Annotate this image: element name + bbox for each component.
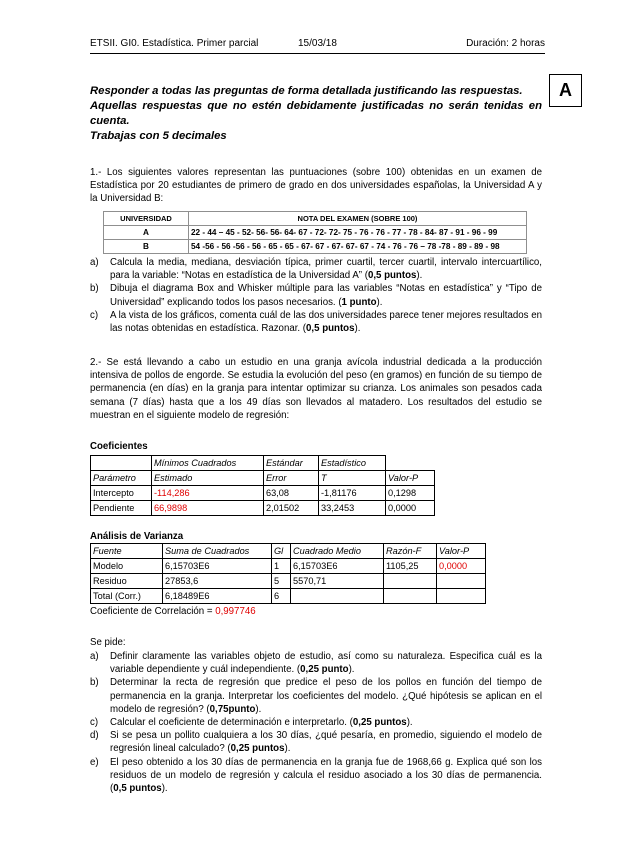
item-text [110, 676, 542, 716]
item-points: 0,25 puntos [230, 743, 285, 755]
table-cell [384, 574, 437, 589]
table-cell: 1105,25 [384, 559, 437, 574]
table-header-cell: NOTA DEL EXAMEN (SOBRE 100) [189, 212, 527, 226]
table-cell: 2,01502 [264, 501, 319, 516]
list-item [90, 309, 542, 335]
anova-table [90, 543, 486, 604]
instruction-line: Trabajas con 5 decimales [90, 130, 227, 142]
table-header-cell: UNIVERSIDAD [104, 212, 189, 226]
table-row [91, 501, 435, 516]
table-cell: 63,08 [264, 486, 319, 501]
item-body: Determinar la recta de regresión que predice el peso de los pollos en función del tiempo de permanencia en la granja. Interpretar los coeficientes del modelo. ¿Qué hipótesis se aplican en el modelo de regresión? ( [110, 677, 542, 715]
table-header-row [91, 544, 486, 559]
q1-grades-table [103, 211, 527, 254]
item-end: ). [284, 743, 291, 755]
exam-duration: Duración: 2 horas [466, 38, 545, 49]
table-cell: Modelo [91, 559, 163, 574]
table-row [104, 240, 527, 254]
item-text [110, 756, 542, 796]
table-row [104, 226, 527, 240]
item-end: ). [348, 664, 355, 676]
item-end: ). [161, 783, 168, 795]
item-points: 0,25 puntos [352, 717, 407, 729]
table-cell: 27853,6 [163, 574, 272, 589]
table-header-cell: Error [264, 471, 319, 486]
item-end: ). [354, 323, 361, 335]
table-header-cell: Parámetro [91, 471, 152, 486]
table-header-row [104, 212, 527, 226]
list-item [90, 282, 542, 308]
item-points: 0,25 punto [300, 664, 349, 676]
instruction-line: Responder a todas las preguntas de forma detallada justificando las respuestas. [90, 85, 523, 97]
exam-date: 15/03/18 [298, 38, 337, 49]
table-cell: -1,81176 [319, 486, 386, 501]
table-cell: 6,15703E6 [291, 559, 384, 574]
table-header-cell: Mínimos Cuadrados [152, 456, 264, 471]
table-cell: 54 -56 - 56 -56 - 56 - 65 - 65 - 67- 67 - 67- 67- 67 - 74 - 76 - 76 – 78 -78 - 89 - 89 - 98 [189, 240, 527, 254]
table-cell [384, 589, 437, 604]
table-cell: A [104, 226, 189, 240]
table-cell: 6,18489E6 [163, 589, 272, 604]
item-label: d) [90, 730, 99, 742]
table-cell: Pendiente [91, 501, 152, 516]
header-rule [90, 53, 545, 54]
table-cell: 6,15703E6 [163, 559, 272, 574]
q2-statement [90, 356, 542, 422]
se-pide [90, 636, 542, 649]
q2-statement-text: 2.- Se está llevando a cabo un estudio en una granja avícola industrial dedicada a la producción intensiva de pollos de engorde. Se estudia la evolución del peso (en gramos) en función de su tiempo de permanencia (en días) en la granja para intentar optimizar su crianza. Los animales son pesados cada semana (7 días) hasta que a los 49 días son llevados al matadero. Los resultados del estudio se muestran en el siguiente modelo de regresión: [90, 357, 542, 421]
item-label: b) [90, 677, 99, 689]
exam-model-box: A [549, 74, 582, 107]
table-cell: 22 - 44 – 45 - 52- 56- 56- 64- 67 - 72- 72- 75 - 76 - 76 - 77 - 78 - 84- 87 - 91 - 96 - 99 [189, 226, 527, 240]
table-cell [291, 589, 384, 604]
table-header-cell: Suma de Cuadrados [163, 544, 272, 559]
item-body: Calcular el coeficiente de determinación e interpretarlo. ( [110, 717, 353, 729]
correlation-label: Coeficiente de Correlación = [90, 606, 216, 617]
table-header-cell [386, 456, 435, 471]
table-header-cell: Cuadrado Medio [291, 544, 384, 559]
table-cell: 0,0000 [386, 501, 435, 516]
table-cell: 5570,71 [291, 574, 384, 589]
table-header-cell: Razón-F [384, 544, 437, 559]
item-text [110, 309, 542, 335]
table-cell: 33,2453 [319, 501, 386, 516]
item-text [110, 716, 542, 729]
table-cell: 0,0000 [437, 559, 486, 574]
item-label: a) [90, 651, 99, 662]
table-header-cell: T [319, 471, 386, 486]
q1-statement [90, 166, 542, 206]
list-item [90, 676, 542, 716]
se-pide-text: Se pide: [90, 637, 126, 648]
list-item [90, 729, 542, 755]
table-header-cell [91, 456, 152, 471]
table-cell: 1 [272, 559, 291, 574]
table-header-cell: Valor-P [437, 544, 486, 559]
item-end: ). [406, 717, 413, 729]
table-header-cell: Estimado [152, 471, 264, 486]
coefficients-table [90, 455, 435, 516]
table-header-cell: Estándar [264, 456, 319, 471]
item-points: 1 punto [341, 296, 377, 308]
table-cell: Total (Corr.) [91, 589, 163, 604]
table-header-row [91, 456, 435, 471]
table-row [91, 559, 486, 574]
item-body: Si se pesa un pollito cualquiera a los 30 días, ¿qué pesaría, en promedio, siguiendo el modelo de regresión lineal calculado? ( [110, 730, 542, 755]
q1-items [90, 256, 542, 335]
coef-caption: Coeficientes [90, 441, 148, 452]
item-label: a) [90, 257, 99, 268]
item-label: e) [90, 756, 99, 768]
list-item [90, 650, 542, 676]
item-points: 0,5 puntos [367, 270, 417, 282]
table-header-cell: Gl [272, 544, 291, 559]
item-end: ). [416, 270, 423, 282]
item-points: 0,5 puntos [113, 783, 162, 795]
item-text [110, 256, 542, 282]
item-points: 0,75punto [209, 703, 256, 715]
item-text [110, 650, 542, 676]
item-label: b) [90, 283, 99, 295]
list-item [90, 716, 542, 729]
item-body: El peso obtenido a los 30 días de permanencia en la granja fue de 1968,66 g. Explica qué son los residuos de un modelo de regresión y calcula el residuo asociado a los 30 días de permanencia. ( [110, 756, 542, 795]
table-cell: 6 [272, 589, 291, 604]
table-header-row [91, 471, 435, 486]
item-end: ). [255, 703, 262, 715]
table-cell [437, 574, 486, 589]
table-cell: 66,9898 [152, 501, 264, 516]
item-text [110, 729, 542, 755]
q2-items [90, 650, 542, 795]
correlation-value: 0,997746 [215, 606, 256, 617]
table-cell: Residuo [91, 574, 163, 589]
table-header-cell: Fuente [91, 544, 163, 559]
item-label: c) [90, 717, 99, 729]
table-cell: Intercepto [91, 486, 152, 501]
instructions [90, 84, 542, 144]
item-body: Dibuja el diagrama Box and Whisker múltiple para las variables “Notas en estadística” y “Tipo de Universidad” explicando todos los pasos necesarios. ( [110, 283, 542, 308]
item-end: ). [376, 296, 383, 308]
course-title: ETSII. GI0. Estadística. Primer parcial [90, 38, 259, 49]
item-text [110, 282, 542, 308]
item-points: 0,5 puntos [306, 323, 355, 335]
anova-caption: Análisis de Varianza [90, 531, 184, 542]
item-label: c) [90, 309, 99, 321]
correlation-line [90, 605, 542, 618]
instruction-line: Aquellas respuestas que no estén debidamente justificadas no serán tenidas en cuenta. [90, 100, 542, 127]
table-row [91, 486, 435, 501]
table-cell: 5 [272, 574, 291, 589]
table-cell: B [104, 240, 189, 254]
item-body: Calcula la media, mediana, desviación típica, primer cuartil, tercer cuartil, intervalo intercuartílico, para la variable: “Notas en estadística de la Universidad A” ( [110, 257, 542, 282]
table-header-cell: Estadístico [319, 456, 386, 471]
q1-statement-text: 1.- Los siguientes valores representan las puntuaciones (sobre 100) obtenidas en un examen de Estadística por 20 estudiantes de primero de grado en dos universidades españolas, la Universidad A y la Universidad B: [90, 167, 542, 205]
table-cell [437, 589, 486, 604]
item-body: Definir claramente las variables objeto de estudio, así como su naturaleza. Especifica cuál es la variable dependiente y cuál independiente. ( [110, 651, 542, 676]
table-header-cell: Valor-P [386, 471, 435, 486]
list-item [90, 756, 542, 796]
table-row [91, 574, 486, 589]
table-cell: -114,286 [152, 486, 264, 501]
list-item [90, 256, 542, 282]
table-cell: 0,1298 [386, 486, 435, 501]
table-row [91, 589, 486, 604]
item-body: A la vista de los gráficos, comenta cuál de las dos universidades parece tener mejores resultados en las notas obtenidas en estadística. Razonar. ( [110, 309, 542, 335]
